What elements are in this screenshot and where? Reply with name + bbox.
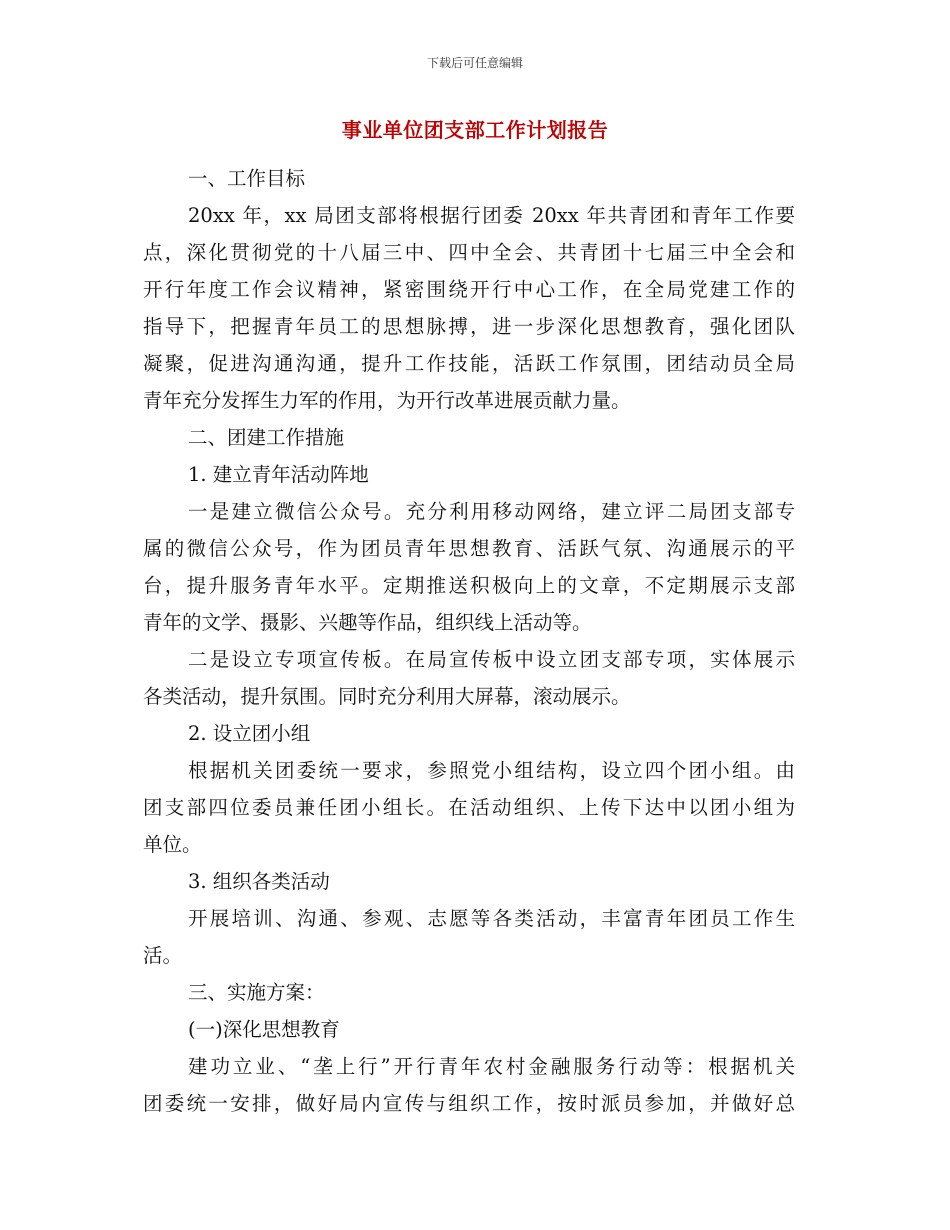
text-line: 20xx 年，xx 局团支部将根据行团委 20xx 年共青团和青年工作要	[188, 204, 795, 227]
text-line: 指导下，把握青年员工的思想脉搏，进一步深化思想教育，强化团队	[143, 315, 795, 338]
text-line: 青年充分发挥生力军的作用，为开行改革进展贡献力量。	[143, 389, 631, 412]
document-title: 事业单位团支部工作计划报告	[341, 118, 609, 142]
text-line: 三、实施方案：	[188, 981, 325, 1004]
text-line: 二是设立专项宣传板。在局宣传板中设立团支部专项，实体展示	[188, 648, 795, 671]
text-line: 开展培训、沟通、参观、志愿等各类活动，丰富青年团员工作生	[188, 907, 795, 930]
text-line: 根据机关团委统一要求，参照党小组结构，设立四个团小组。由	[188, 759, 795, 782]
text-line: 青年的文学、摄影、兴趣等作品，组织线上活动等。	[143, 611, 592, 634]
text-line: 单位。	[143, 833, 202, 856]
text-line: 开行年度工作会议精神，紧密围绕开行中心工作，在全局党建工作的	[143, 278, 795, 301]
text-line: 二、团建工作措施	[188, 426, 345, 449]
text-line: 建功立业、“垄上行”开行青年农村金融服务行动等：根据机关	[188, 1055, 795, 1078]
text-line: 2. 设立团小组	[188, 722, 311, 745]
text-line: 3. 组织各类活动	[188, 870, 330, 893]
document-body	[143, 160, 795, 1122]
text-line: 凝聚，促进沟通沟通，提升工作技能，活跃工作氛围，团结动员全局	[143, 352, 795, 375]
text-line: 团支部四位委员兼任团小组长。在活动组织、上传下达中以团小组为	[143, 796, 795, 819]
text-line: 台，提升服务青年水平。定期推送积极向上的文章，不定期展示支部	[143, 574, 795, 597]
text-line: 一是建立微信公众号。充分利用移动网络，建立评二局团支部专	[188, 500, 795, 523]
text-line: 一、工作目标	[188, 167, 306, 190]
text-line: 1. 建立青年活动阵地	[188, 463, 369, 486]
text-line: (一)深化思想教育	[188, 1018, 340, 1041]
text-line: 团委统一安排，做好局内宣传与组织工作，按时派员参加，并做好总	[143, 1092, 795, 1115]
text-line: 属的微信公众号，作为团员青年思想教育、活跃气氛、沟通展示的平	[143, 537, 795, 560]
text-line: 各类活动，提升氛围。同时充分利用大屏幕，滚动展示。	[143, 685, 631, 708]
header-note: 下载后可任意编辑	[426, 56, 523, 70]
text-line: 点，深化贯彻党的十八届三中、四中全会、共青团十七届三中全会和	[143, 241, 795, 264]
text-line: 活。	[143, 944, 183, 967]
